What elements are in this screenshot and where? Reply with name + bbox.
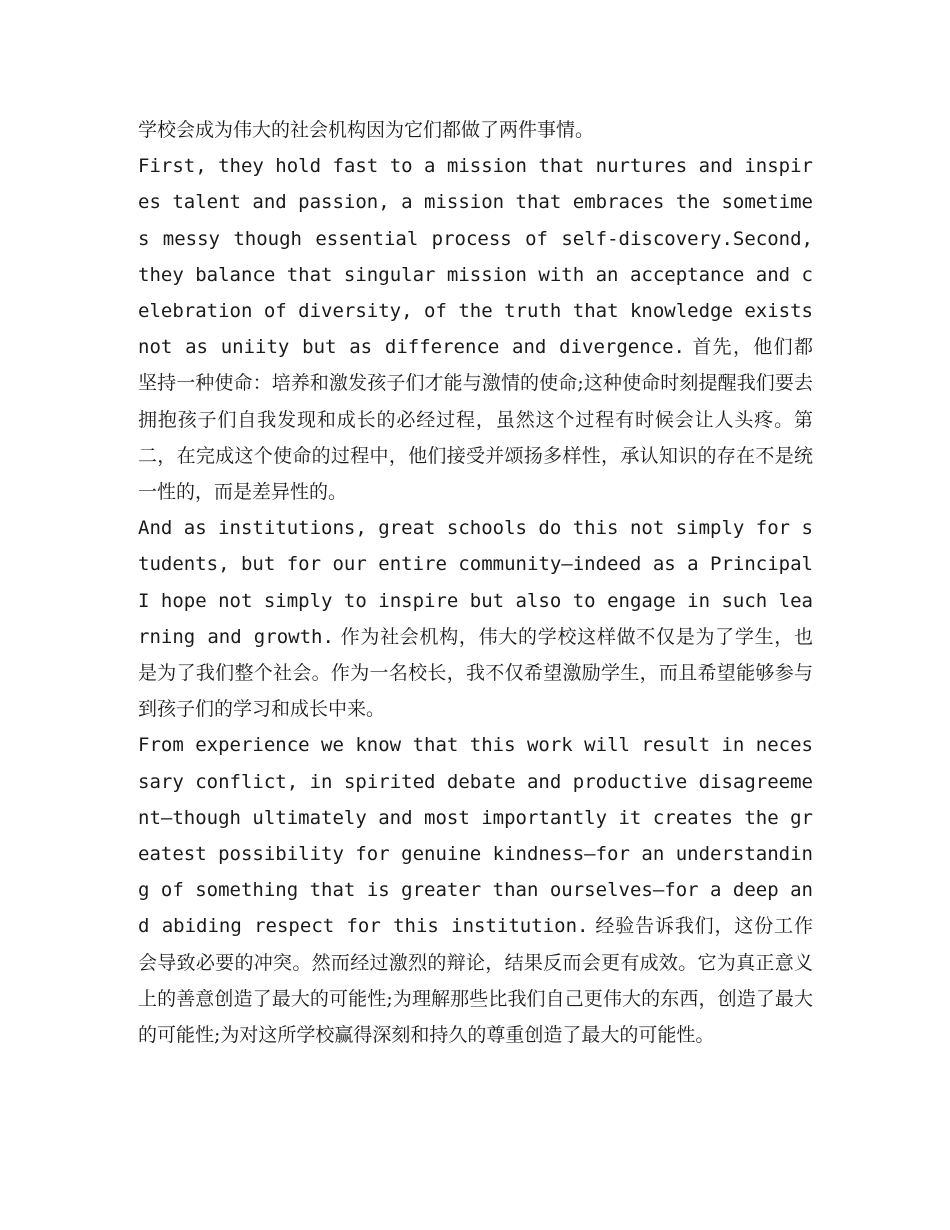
paragraph-experience: [138, 727, 813, 1053]
paragraph-intro: [138, 112, 813, 148]
paragraph-en-text: From experience we know that this work will result in necessary conflict, in spirited debate and productive disagreement—though ultimately and most importantly it creates the greatest possibility for genuine kindness—for an understanding of something that is greater than ourselves—for a deep and abiding respect for this institution.: [138, 734, 813, 938]
paragraph-cn-text: 作为社会机构，伟大的学校这样做不仅是为了学生，也是为了我们整个社会。作为一名校长，我不仅希望激励学生，而且希望能够参与到孩子们的学习和成长中来。: [138, 625, 813, 721]
paragraph-community: [138, 510, 813, 727]
paragraph-en-text: And as institutions, great schools do this not simply for students, but for our entire community—indeed as a Principal I hope not simply to inspire but also to engage in such learning and growth.: [138, 517, 813, 648]
document-body: [138, 112, 813, 1053]
paragraph-cn-text: 经验告诉我们，这份工作会导致必要的冲突。然而经过激烈的辩论，结果反而会更有成效。它为真正意义上的善意创造了最大的可能性;为理解那些比我们自己更伟大的东西，创造了最大的可能性;为对这所学校赢得深刻和持久的尊重创造了最大的可能性。: [138, 915, 814, 1047]
paragraph-en-text: First, they hold fast to a mission that nurtures and inspires talent and passion, a mission that embraces the sometimes messy though essential process of self-discovery.Second, they balance that singular mission with an acceptance and celebration of diversity, of the truth that knowledge exists not as uniity but as difference and divergence.: [138, 155, 813, 359]
paragraph-mission: [138, 148, 813, 510]
paragraph-cn-text: 学校会成为伟大的社会机构因为它们都做了两件事情。: [138, 119, 595, 141]
paragraph-cn-text: 首先，他们都坚持一种使命：培养和激发孩子们才能与激情的使命;这种使命时刻提醒我们要去拥抱孩子们自我发现和成长的必经过程，虽然这个过程有时候会让人头疼。第二，在完成这个使命的过程中，他们接受并颂扬多样性，承认知识的存在不是统一性的，而是差异性的。: [138, 336, 813, 504]
